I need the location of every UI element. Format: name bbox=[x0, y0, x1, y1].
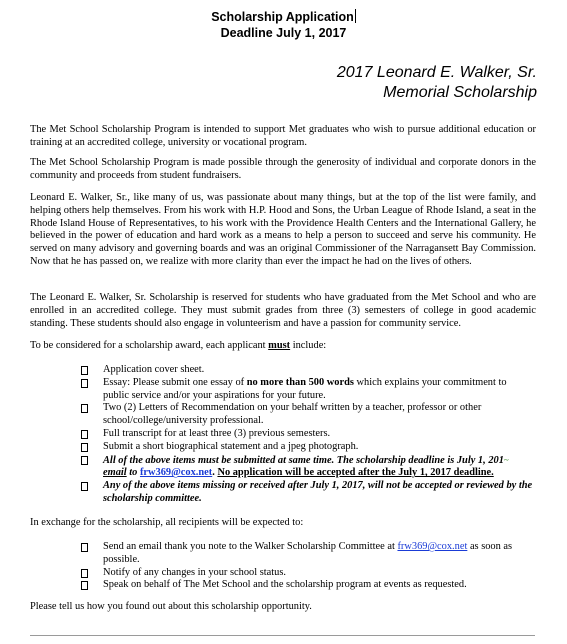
email-link[interactable]: frw369@cox.net bbox=[139, 467, 213, 479]
requirements-intro-must: must bbox=[268, 340, 291, 351]
list-item-text: as soon as possible. bbox=[103, 541, 513, 565]
email-link[interactable]: frw369@cox.net bbox=[397, 541, 468, 552]
list-item-text: Any of the above items missing or received after July 1, 2017, will not be accepted or reviewed by the scholarship committee. bbox=[103, 480, 533, 504]
requirements-intro-a: To be considered for a scholarship award, each applicant bbox=[30, 340, 269, 351]
list-item bbox=[81, 567, 533, 580]
list-item bbox=[81, 364, 533, 377]
funding-paragraph: The Met School Scholarship Program is made possible through the generosity of individual and corporate donors in the community and proceeds from student fundraisers. bbox=[30, 157, 536, 181]
checkbox[interactable] bbox=[81, 569, 88, 578]
list-item-text: Application cover sheet. bbox=[103, 364, 205, 375]
list-item-text: email bbox=[103, 467, 127, 479]
checkbox[interactable] bbox=[81, 443, 88, 452]
list-item bbox=[81, 402, 533, 428]
checkbox[interactable] bbox=[81, 581, 88, 590]
text-cursor bbox=[355, 9, 356, 23]
list-item-text: Submit a short biographical statement and a jpeg photograph. bbox=[103, 440, 359, 452]
list-item-text: Send an email thank you note to the Walker Scholarship Committee at bbox=[103, 541, 398, 552]
scholarship-title-line-1: 2017 Leonard E. Walker, Sr. bbox=[336, 64, 537, 81]
spellcheck-mark: ~ bbox=[503, 454, 509, 465]
list-item bbox=[81, 579, 533, 592]
list-item-text: Notify of any changes in your school status. bbox=[103, 566, 286, 578]
eligibility-paragraph: The Leonard E. Walker, Sr. Scholarship is reserved for students who have graduated from the Met School and who are enrolled in an accredited college. They must submit grades from three (3) semesters of college in good academic standing. These students should also engage in volunteerism and have a passion for community service. bbox=[30, 292, 536, 329]
list-item-text: to bbox=[126, 467, 140, 479]
header-line-1 bbox=[0, 9, 567, 24]
header-line-2: Deadline July 1, 2017 bbox=[220, 26, 347, 40]
list-item bbox=[81, 541, 533, 567]
checkbox[interactable] bbox=[81, 366, 88, 375]
list-item-text: Two (2) Letters of Recommendation on your behalf written by a teacher, professor or other school/college/university professional. bbox=[103, 402, 482, 427]
requirements-intro bbox=[30, 340, 536, 353]
intro-paragraph: The Met School Scholarship Program is intended to support Met graduates who wish to pursue additional education or training at an accredited college, university or vocational program. bbox=[30, 124, 536, 148]
response-line bbox=[30, 635, 535, 636]
expectations-intro: In exchange for the scholarship, all recipients will be expected to: bbox=[30, 517, 304, 528]
list-item-bold: no more than 500 words bbox=[246, 376, 354, 388]
list-item-text: . bbox=[212, 467, 218, 479]
list-item-text: Full transcript for at least three (3) previous semesters. bbox=[103, 427, 331, 439]
checkbox[interactable] bbox=[81, 379, 88, 388]
checkbox[interactable] bbox=[81, 543, 88, 552]
list-item bbox=[81, 480, 533, 506]
checkbox[interactable] bbox=[81, 456, 88, 465]
deadline-notice: No application will be accepted after the July 1, 2017 deadline. bbox=[217, 467, 494, 479]
requirements-list bbox=[81, 364, 533, 506]
list-item-text: Speak on behalf of The Met School and the scholarship program at events as requested. bbox=[103, 579, 467, 591]
scholarship-title-line-2: Memorial Scholarship bbox=[383, 84, 537, 101]
list-item-text: which explains your commitment to public service and/or your aspirations for your future. bbox=[103, 376, 507, 401]
list-item bbox=[81, 377, 533, 403]
list-item bbox=[81, 441, 533, 454]
biography-paragraph: Leonard E. Walker, Sr., like many of us, was passionate about many things, but at the top of the list were family, and helping others help themselves. From his work with H.P. Hood and Sons, the Urban League of Rhode Island, a seat in the Rhode Island House of Representatives, to his work with the Providence Health Centers and the International Gallery, he believed in the power of education and hard work as a means to help a person to succeed and serve his community. He served on many advisory and governing boards and was an original Commissioner of the Narragansett Bay Commission. Now that he has passed on, we realize with more clarity than ever the impact he had on the lives of others. bbox=[30, 192, 536, 267]
checkbox[interactable] bbox=[81, 430, 88, 439]
header-line-1-text: Scholarship Application bbox=[211, 10, 354, 24]
checkbox[interactable] bbox=[81, 404, 88, 413]
checkbox[interactable] bbox=[81, 482, 88, 491]
expectations-list bbox=[81, 541, 533, 592]
list-item bbox=[81, 428, 533, 441]
list-item-text: Essay: Please submit one essay of bbox=[103, 376, 247, 388]
requirements-intro-c: include: bbox=[290, 340, 327, 351]
list-item-text: All of the above items must be submitted at same time. The scholarship deadline is July 1, 201 bbox=[103, 454, 504, 466]
list-item bbox=[81, 454, 533, 481]
closing-question: Please tell us how you found out about this scholarship opportunity. bbox=[30, 601, 312, 612]
